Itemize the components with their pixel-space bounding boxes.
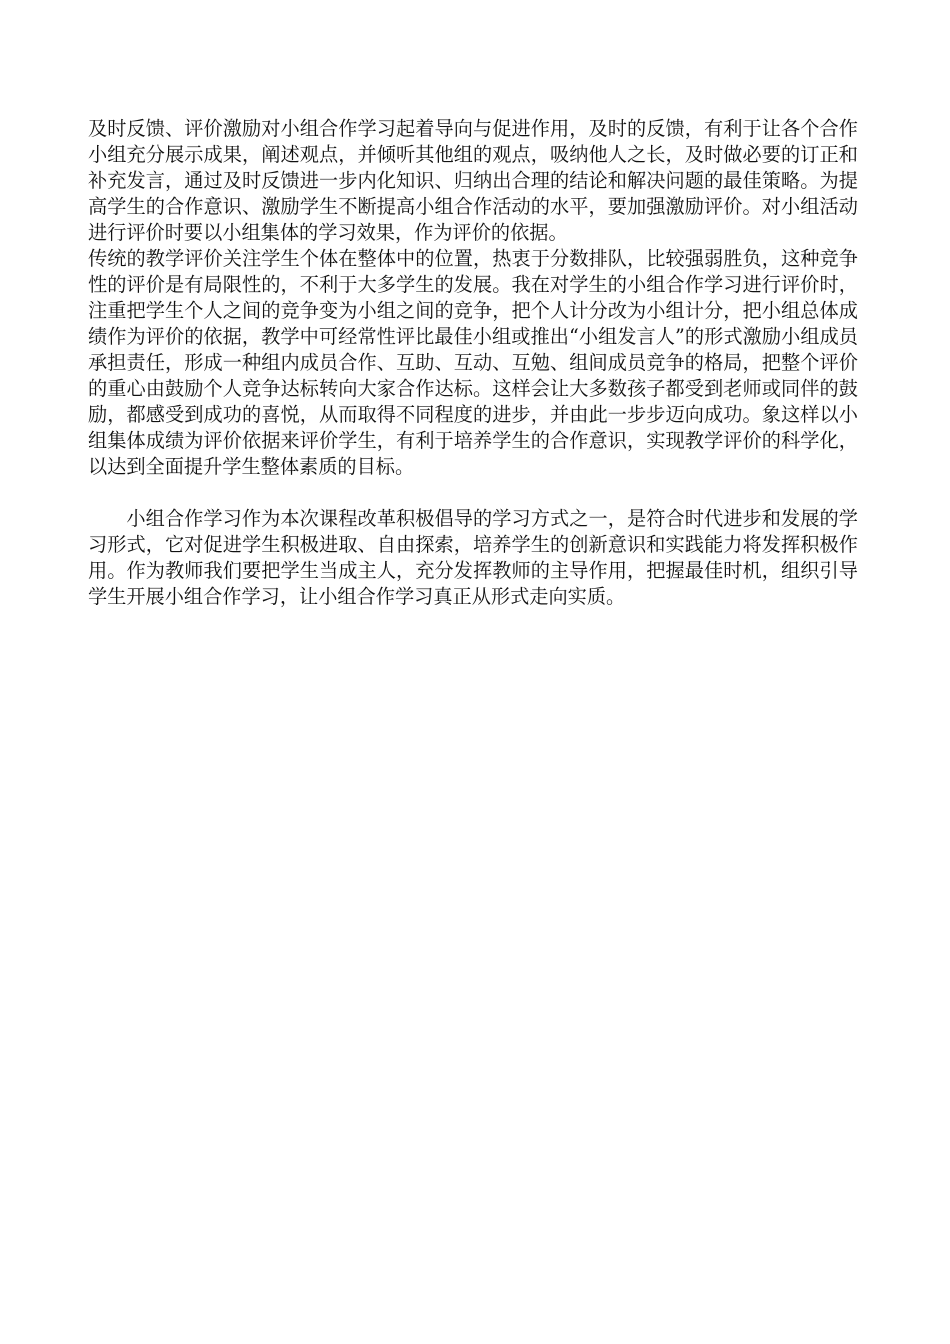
paragraph-feedback: 及时反馈、评价激励对小组合作学习起着导向与促进作用，及时的反馈，有利于让各个合作小组充分展示成果，阐述观点，并倾听其他组的观点，吸纳他人之长，及时做必要的订正和补充发言，通过及时反馈进一步内化知识、归纳出合理的结论和解决问题的最佳策略。为提高学生的合作意识、激励学生不断提高小组合作活动的水平，要加强激励评价。对小组活动进行评价时要以小组集体的学习效果，作为评价的依据。 (88, 117, 858, 244)
paragraph-evaluation: 传统的教学评价关注学生个体在整体中的位置，热衷于分数排队，比较强弱胜负，这种竞争性的评价是有局限性的，不利于大多学生的发展。我在对学生的小组合作学习进行评价时，注重把学生个人之间的竞争变为小组之间的竞争，把个人计分改为小组计分，把小组总体成绩作为评价的依据，教学中可经常性评比最佳小组或推出“小组发言人”的形式激励小组成员承担责任，形成一种组内成员合作、互助、互动、互勉、组间成员竞争的格局，把整个评价的重心由鼓励个人竞争达标转向大家合作达标。这样会让大多数孩子都受到老师或同伴的鼓励，都感受到成功的喜悦，从而取得不同程度的进步，并由此一步步迈向成功。象这样以小组集体成绩为评价依据来评价学生，有利于培养学生的合作意识，实现教学评价的科学化，以达到全面提升学生整体素质的目标。 (88, 247, 858, 478)
document-body (88, 116, 858, 610)
paragraph-spacer (88, 480, 858, 506)
paragraph-conclusion: 小组合作学习作为本次课程改革积极倡导的学习方式之一，是符合时代进步和发展的学习形式，它对促进学生积极进取、自由探索，培养学生的创新意识和实践能力将发挥积极作用。作为教师我们要把学生当成主人，充分发挥教师的主导作用，把握最佳时机，组织引导学生开展小组合作学习，让小组合作学习真正从形式走向实质。 (88, 507, 858, 608)
